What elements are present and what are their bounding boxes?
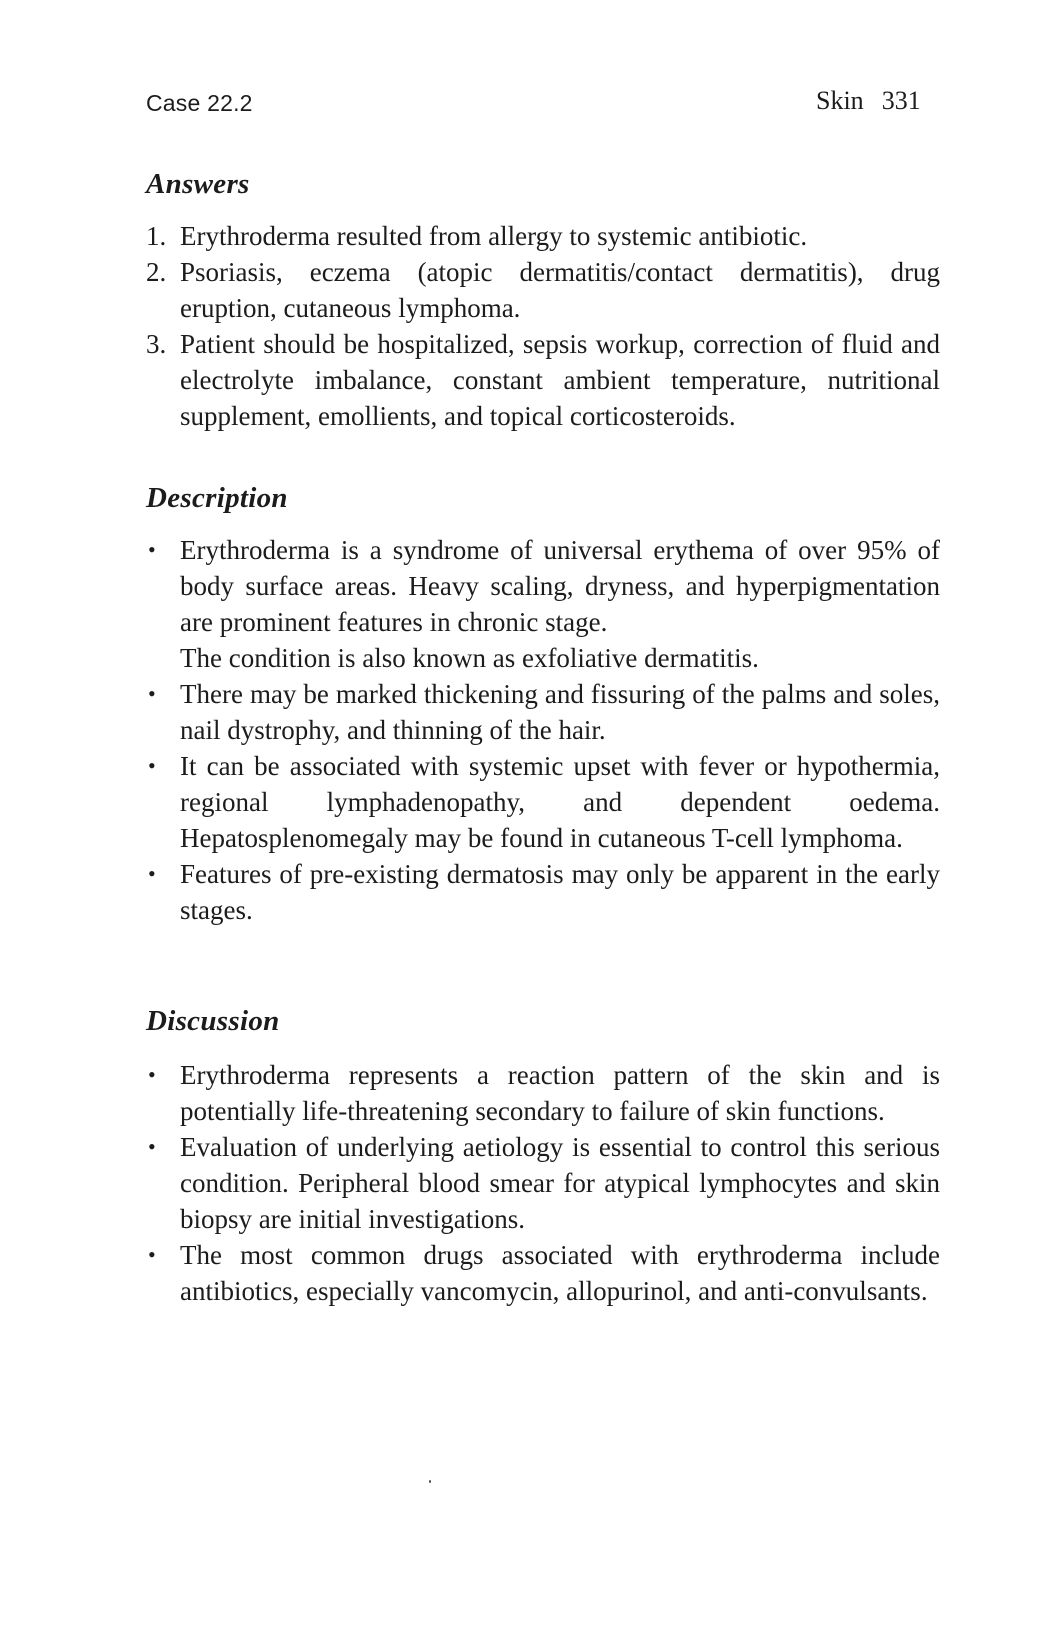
description-continuation: The condition is also known as exfoliative dermatitis. <box>180 643 759 673</box>
answer-item <box>146 254 940 326</box>
bullet: • <box>148 861 156 886</box>
answers-heading: Answers <box>146 168 250 200</box>
answer-text: Erythroderma resulted from allergy to systemic antibiotic. <box>180 221 808 251</box>
bullet: • <box>148 1062 156 1087</box>
answer-text: Patient should be hospitalized, sepsis workup, correction of fluid and electrolyte imbalance, constant ambient temperature, nutritional supplement, emollients, and topical corticosteroids. <box>180 329 940 431</box>
answer-item <box>146 218 940 254</box>
bullet: • <box>148 537 156 562</box>
discussion-heading: Discussion <box>146 1005 280 1037</box>
bullet: • <box>148 753 156 778</box>
description-item <box>146 856 940 928</box>
discussion-text: Evaluation of underlying aetiology is essential to control this serious condition. Peripheral blood smear for atypical lymphocytes and skin biopsy are initial investigations. <box>180 1132 940 1234</box>
list-number: 2. <box>146 257 167 287</box>
discussion-item <box>146 1129 940 1237</box>
scan-speck <box>429 1480 431 1483</box>
answers-list <box>146 218 940 434</box>
description-item <box>146 676 940 748</box>
running-head <box>816 86 921 116</box>
description-text: Erythroderma is a syndrome of universal erythema of over 95% of body surface areas. Heavy scaling, dryness, and hyperpigmentation are prominent features in chronic stage. <box>180 535 940 637</box>
description-list <box>146 532 940 928</box>
discussion-text: Erythroderma represents a reaction pattern of the skin and is potentially life-threatening secondary to failure of skin functions. <box>180 1060 940 1126</box>
description-heading: Description <box>146 482 288 514</box>
bullet: • <box>148 1134 156 1159</box>
discussion-item <box>146 1237 940 1309</box>
description-text: There may be marked thickening and fissuring of the palms and soles, nail dystrophy, and thinning of the hair. <box>180 679 940 745</box>
list-number: 1. <box>146 221 167 251</box>
page-number: 331 <box>881 86 921 115</box>
description-text: Features of pre-existing dermatosis may only be apparent in the early stages. <box>180 859 940 925</box>
description-text: It can be associated with systemic upset with fever or hypothermia, regional lymphadenopathy, and dependent oedema. Hepatosplenomegaly may be found in cutaneous T-cell lymphoma. <box>180 751 940 853</box>
answer-item <box>146 326 940 434</box>
description-item <box>146 748 940 856</box>
list-number: 3. <box>146 329 167 359</box>
discussion-list <box>146 1057 940 1309</box>
description-item <box>146 532 940 676</box>
discussion-text: The most common drugs associated with erythroderma include antibiotics, especially vancomycin, allopurinol, and anti-convulsants. <box>180 1240 940 1306</box>
case-label: Case 22.2 <box>146 90 253 116</box>
section-name: Skin <box>816 86 864 115</box>
bullet: • <box>148 1242 156 1267</box>
answer-text: Psoriasis, eczema (atopic dermatitis/contact dermatitis), drug eruption, cutaneous lymphoma. <box>180 257 940 323</box>
bullet: • <box>148 681 156 706</box>
discussion-item <box>146 1057 940 1129</box>
